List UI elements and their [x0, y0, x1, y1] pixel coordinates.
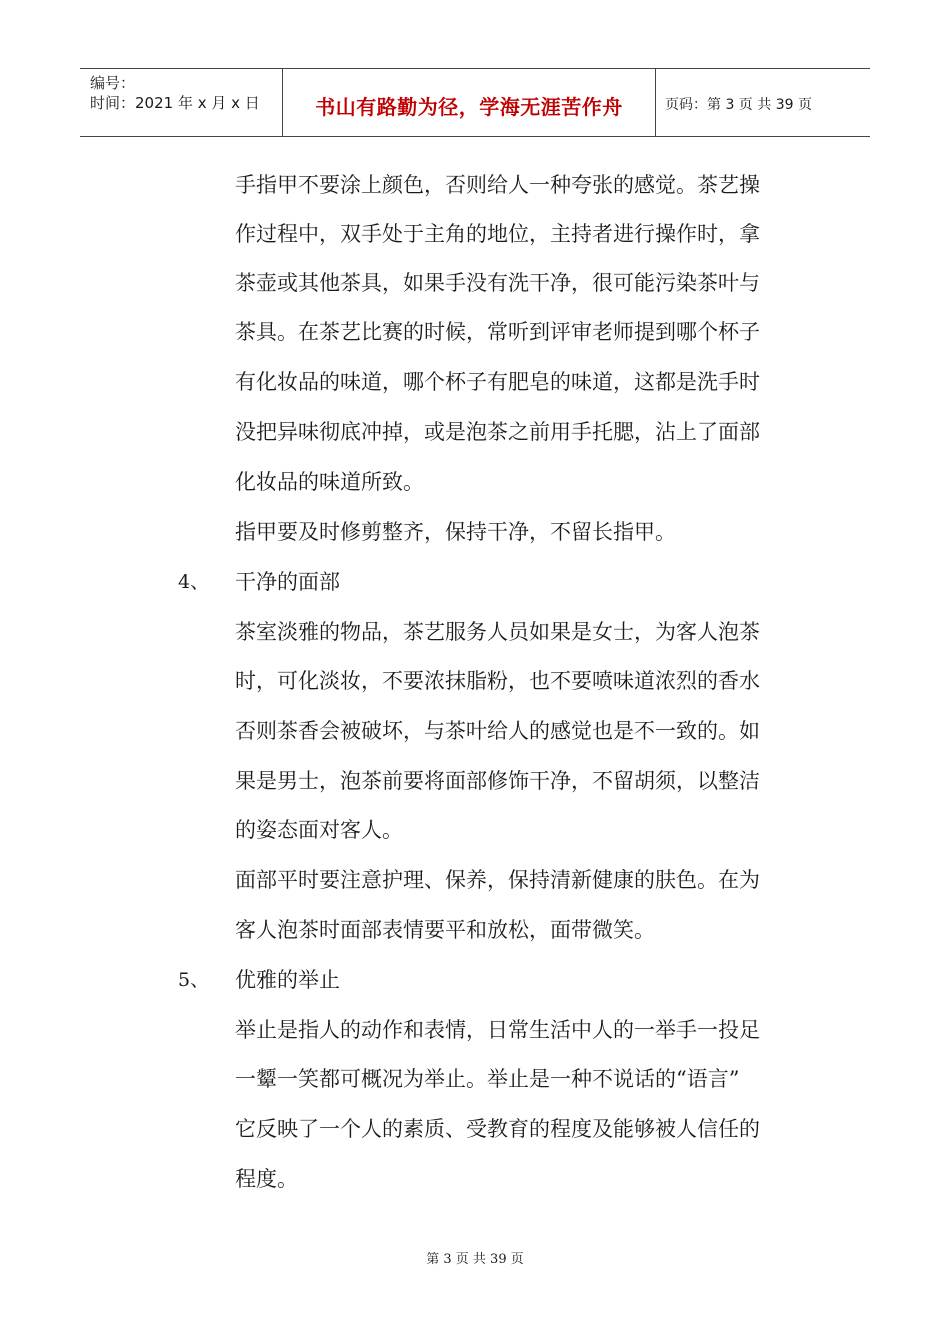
body-line: 它反映了一个人的素质、受教育的程度及能够被人信任的 — [235, 1117, 760, 1141]
body-line: 茶室淡雅的物品，茶艺服务人员如果是女士，为客人泡茶 — [235, 620, 760, 644]
body-line: 有化妆品的味道，哪个杯子有肥皂的味道，这都是洗手时 — [235, 370, 760, 394]
section-number: 4、 — [178, 571, 210, 593]
body-line: 手指甲不要涂上颜色，否则给人一种夸张的感觉。茶艺操 — [235, 173, 760, 197]
header-left-cell — [80, 69, 282, 136]
header-page-info: 页码：第 3 页 共 39 页 — [665, 97, 812, 113]
header-motto: 书山有路勤为径，学海无涯苦作舟 — [315, 95, 623, 119]
body-line: 时，可化淡妆，不要浓抹脂粉，也不要喷味道浓烈的香水 — [235, 669, 760, 693]
body-line: 程度。 — [235, 1167, 298, 1191]
header-motto-cell — [282, 69, 656, 136]
body-line: 客人泡茶时面部表情要平和放松，面带微笑。 — [235, 918, 655, 942]
page-footer: 第 3 页 共 39 页 — [426, 1252, 524, 1267]
body-line: 果是男士，泡茶前要将面部修饰干净，不留胡须，以整洁 — [235, 769, 760, 793]
body-line: 作过程中，双手处于主角的地位，主持者进行操作时，拿 — [235, 222, 760, 246]
section-heading: 干净的面部 — [235, 570, 340, 594]
body-line: 指甲要及时修剪整齐，保持干净，不留长指甲。 — [235, 520, 676, 544]
document-time-label: 时间：2021 年 x 月 x 日 — [90, 94, 260, 112]
body-line: 茶具。在茶艺比赛的时候，常听到评审老师提到哪个杯子 — [235, 320, 760, 344]
body-line: 否则茶香会被破坏，与茶叶给人的感觉也是不一致的。如 — [235, 719, 760, 743]
section-number: 5、 — [178, 969, 210, 991]
page-header — [80, 68, 870, 137]
body-line: 茶壶或其他茶具，如果手没有洗干净，很可能污染茶叶与 — [235, 271, 760, 295]
body-line: 举止是指人的动作和表情，日常生活中人的一举手一投足 — [235, 1018, 760, 1042]
body-line: 没把异味彻底冲掉，或是泡茶之前用手托腮，沾上了面部 — [235, 420, 760, 444]
body-line: 化妆品的味道所致。 — [235, 470, 424, 494]
body-line: 面部平时要注意护理、保养，保持清新健康的肤色。在为 — [235, 868, 760, 892]
body-line: 的姿态面对客人。 — [235, 818, 403, 842]
document-number-label: 编号： — [90, 74, 136, 92]
header-page-cell — [655, 69, 870, 136]
body-line: 一颦一笑都可概况为举止。举止是一种不说话的“语言” — [235, 1067, 740, 1091]
section-heading: 优雅的举止 — [235, 968, 340, 992]
